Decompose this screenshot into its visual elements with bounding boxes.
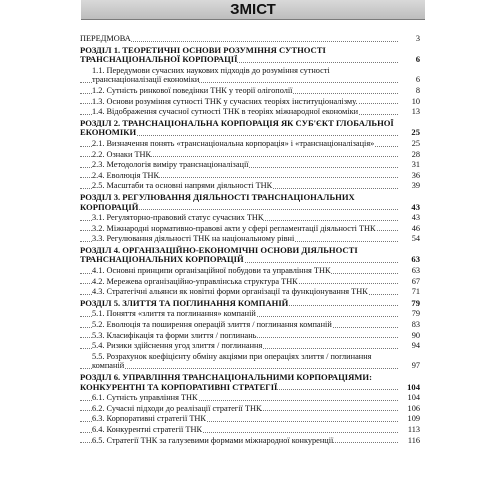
toc-entry-title (80, 277, 420, 287)
toc-entry[interactable] (80, 86, 420, 96)
table-of-contents (80, 34, 420, 445)
toc-entry-text: 2.2. Ознаки ТНК (92, 149, 152, 159)
toc-entry-title (80, 181, 420, 191)
toc-entry-text: 2.4. Еволюція ТНК (92, 170, 160, 180)
toc-entry-title (80, 331, 420, 341)
toc-page-number: 6 (415, 54, 420, 65)
toc-entry-text: РОЗДІЛ 5. ЗЛИТТЯ ТА ПОГЛИНАННЯ КОМПАНІЙ (80, 297, 289, 308)
toc-entry-title (80, 160, 420, 170)
toc-page-number: 63 (411, 266, 420, 276)
toc-entry-text: РОЗДІЛ 6. УПРАВЛІННЯ ТРАНСНАЦІОНАЛЬНИМИ КОРПОРАЦІЯМИ: КОНКУРЕНТНІ ТА КОРПОРАТИВНІ СТРАТЕГІЇ (80, 372, 372, 392)
toc-entry[interactable] (80, 320, 420, 330)
toc-entry-text: 6.1. Сутність управління ТНК (92, 393, 198, 403)
toc-page-number: 113 (407, 424, 420, 434)
toc-chapter-entry[interactable] (80, 246, 420, 265)
dot-leader (80, 368, 398, 369)
toc-entry-text: 2.3. Методологія виміру транснаціоналізації (92, 160, 249, 170)
toc-entry[interactable] (80, 160, 420, 170)
toc-entry-text: 6.3. Корпоративні стратегії ТНК (92, 414, 206, 424)
toc-entry-title (80, 139, 420, 149)
toc-entry-text: 6.4. Конкурентні стратегії ТНК (92, 424, 203, 434)
toc-entry-text: 1.1. Передумови сучасних наукових підходів до розуміння сутності транснаціоналізації економіки (92, 65, 330, 85)
toc-entry-text: 2.1. Визначення понять «транснаціональна корпорація» і «транснаціоналізація» (92, 138, 375, 148)
toc-page-number: 79 (411, 309, 420, 319)
toc-entry[interactable] (80, 234, 420, 244)
toc-entry-title (80, 107, 420, 117)
toc-entry-title (80, 34, 420, 44)
toc-page-number: 6 (415, 75, 420, 85)
toc-entry[interactable] (80, 331, 420, 341)
toc-entry-title (80, 436, 420, 446)
toc-entry-text: 5.5. Розрахунок коефіцієнту обміну акціями при операціях злиття / поглинання компаній (92, 351, 372, 371)
toc-entry-title (80, 150, 420, 160)
toc-page-number: 104 (407, 381, 420, 392)
toc-page-number: 46 (411, 223, 420, 233)
toc-entry-title (80, 171, 420, 181)
toc-chapter-entry[interactable] (80, 119, 420, 138)
toc-entry-text: 1.4. Відображення сучасної сутності ТНК в теоріях міжнародної економіки (92, 107, 359, 117)
toc-entry[interactable] (80, 213, 420, 223)
toc-page-number: 54 (411, 234, 420, 244)
toc-entry[interactable] (80, 309, 420, 319)
toc-page-number: 25 (411, 138, 420, 148)
toc-entry[interactable] (80, 341, 420, 351)
toc-entry-title (80, 309, 420, 319)
toc-entry[interactable] (80, 150, 420, 160)
toc-page-number: 71 (411, 287, 420, 297)
toc-entry[interactable] (80, 97, 420, 107)
toc-page-number: 79 (411, 297, 420, 308)
toc-entry[interactable] (80, 287, 420, 297)
toc-entry-text: РОЗДІЛ 3. РЕГУЛЮВАННЯ ДІЯЛЬНОСТІ ТРАНСНАЦІОНАЛЬНИХ КОРПОРАЦІЙ (80, 191, 355, 212)
toc-entry[interactable] (80, 107, 420, 117)
toc-entry-text: 4.1. Основні принципи організаційної побудови та управління ТНК (92, 266, 331, 276)
toc-entry-text: 5.3. Класифікація та форми злиття / поглинань (92, 330, 257, 340)
toc-entry-title (80, 234, 420, 244)
toc-page-number: 28 (411, 149, 420, 159)
toc-entry-text: 4.3. Стратегічні альянси як новітні форми організації та функціонування ТНК (92, 287, 368, 297)
toc-entry-text: 3.2. Міжнародні нормативно-правові акти у сфері регламентації діяльності ТНК (92, 223, 376, 233)
toc-page-number: 116 (407, 435, 420, 445)
toc-page-number: 3 (415, 34, 420, 43)
toc-entry[interactable] (80, 171, 420, 181)
toc-page-number: 10 (411, 96, 420, 106)
toc-entry[interactable] (80, 224, 420, 234)
toc-entry[interactable] (80, 404, 420, 414)
toc-page-number: 97 (411, 361, 420, 371)
toc-entry-title (80, 299, 420, 309)
toc-entry-text: ПЕРЕДМОВА (80, 34, 131, 43)
toc-entry[interactable] (80, 352, 420, 371)
toc-chapter-entry[interactable] (80, 373, 420, 392)
toc-page-number: 43 (411, 213, 420, 223)
toc-entry-text: 6.2. Сучасні підходи до реалізації стратегії ТНК (92, 403, 262, 413)
toc-page-number: 104 (407, 393, 420, 403)
toc-entry-text: 5.2. Еволюція та поширення операцій злиття / поглинання компаній (92, 320, 332, 330)
toc-chapter-entry[interactable] (80, 299, 420, 309)
toc-page-number: 109 (407, 414, 420, 424)
toc-entry[interactable] (80, 66, 420, 85)
toc-entry[interactable] (80, 414, 420, 424)
toc-entry-text: 1.3. Основи розуміння сутності ТНК у сучасних теоріях інституціоналізму. (92, 96, 358, 106)
toc-entry-text: 3.1. Регуляторно-правовий статус сучасних ТНК (92, 213, 264, 223)
toc-entry-title (80, 287, 420, 297)
toc-page-number: 94 (411, 341, 420, 351)
toc-entry[interactable] (80, 277, 420, 287)
toc-entry-text: РОЗДІЛ 1. ТЕОРЕТИЧНІ ОСНОВИ РОЗУМІННЯ СУТНОСТІ ТРАНСНАЦІОНАЛЬНОЇ КОРПОРАЦІЇ (80, 44, 326, 65)
toc-entry-title (80, 86, 420, 96)
toc-entry[interactable] (80, 436, 420, 446)
toc-entry-title (80, 266, 420, 276)
toc-entry-title (80, 414, 420, 424)
toc-entry[interactable] (80, 139, 420, 149)
toc-entry-text: РОЗДІЛ 2. ТРАНСНАЦІОНАЛЬНА КОРПОРАЦІЯ ЯК СУБ'ЄКТ ГЛОБАЛЬНОЇ ЕКОНОМІКИ (80, 117, 394, 138)
toc-entry-title (80, 404, 420, 414)
toc-entry-text: 3.3. Регулювання діяльності ТНК на національному рівні (92, 234, 295, 244)
toc-entry-title (80, 224, 420, 234)
toc-entry-title (80, 97, 420, 107)
toc-chapter-entry[interactable] (80, 193, 420, 212)
toc-page-number: 43 (411, 201, 420, 212)
toc-page-number: 25 (411, 127, 420, 138)
toc-entry-text: 4.2. Мережева організаційно-управлінська структура ТНК (92, 276, 298, 286)
toc-entry[interactable] (80, 393, 420, 403)
toc-entry-title (80, 213, 420, 223)
toc-entry[interactable] (80, 266, 420, 276)
toc-page-number: 106 (407, 403, 420, 413)
page-title: ЗМІСТ (81, 0, 425, 20)
toc-entry-title (80, 320, 420, 330)
toc-entry[interactable] (80, 425, 420, 435)
toc-entry-text: 5.1. Поняття «злиття та поглинання» компаній (92, 309, 256, 319)
toc-entry-title (80, 393, 420, 403)
toc-entry-title (80, 425, 420, 435)
toc-entry-text: 2.5. Масштаби та основні напрями діяльності ТНК (92, 181, 273, 191)
toc-entry-title (80, 341, 420, 351)
toc-page-number: 90 (411, 330, 420, 340)
toc-page-number: 67 (411, 276, 420, 286)
toc-entry-text: 5.4. Ризики здійснення угод злиття / поглинання (92, 341, 263, 351)
toc-page-number: 63 (411, 254, 420, 265)
toc-page-number: 36 (411, 170, 420, 180)
toc-page-number: 8 (415, 85, 420, 95)
toc-page-number: 39 (411, 181, 420, 191)
toc-entry[interactable] (80, 181, 420, 191)
toc-entry-text: 6.5. Стратегії ТНК за галузевими формами міжнародної конкуренції (92, 435, 334, 445)
toc-page-number: 13 (411, 107, 420, 117)
toc-entry-text: РОЗДІЛ 4. ОРГАНІЗАЦІЙНО-ЕКОНОМІЧНІ ОСНОВИ ДІЯЛЬНОСТІ ТРАНСНАЦІОНАЛЬНИХ КОРПОРАЦІЙ (80, 244, 358, 265)
toc-page-number: 31 (411, 160, 420, 170)
toc-chapter-entry[interactable] (80, 46, 420, 65)
toc-entry-text: 1.2. Сутність ринкової поведінки ТНК у теорії олігополії (92, 85, 293, 95)
toc-page-number: 83 (411, 320, 420, 330)
toc-entry[interactable] (80, 34, 420, 44)
